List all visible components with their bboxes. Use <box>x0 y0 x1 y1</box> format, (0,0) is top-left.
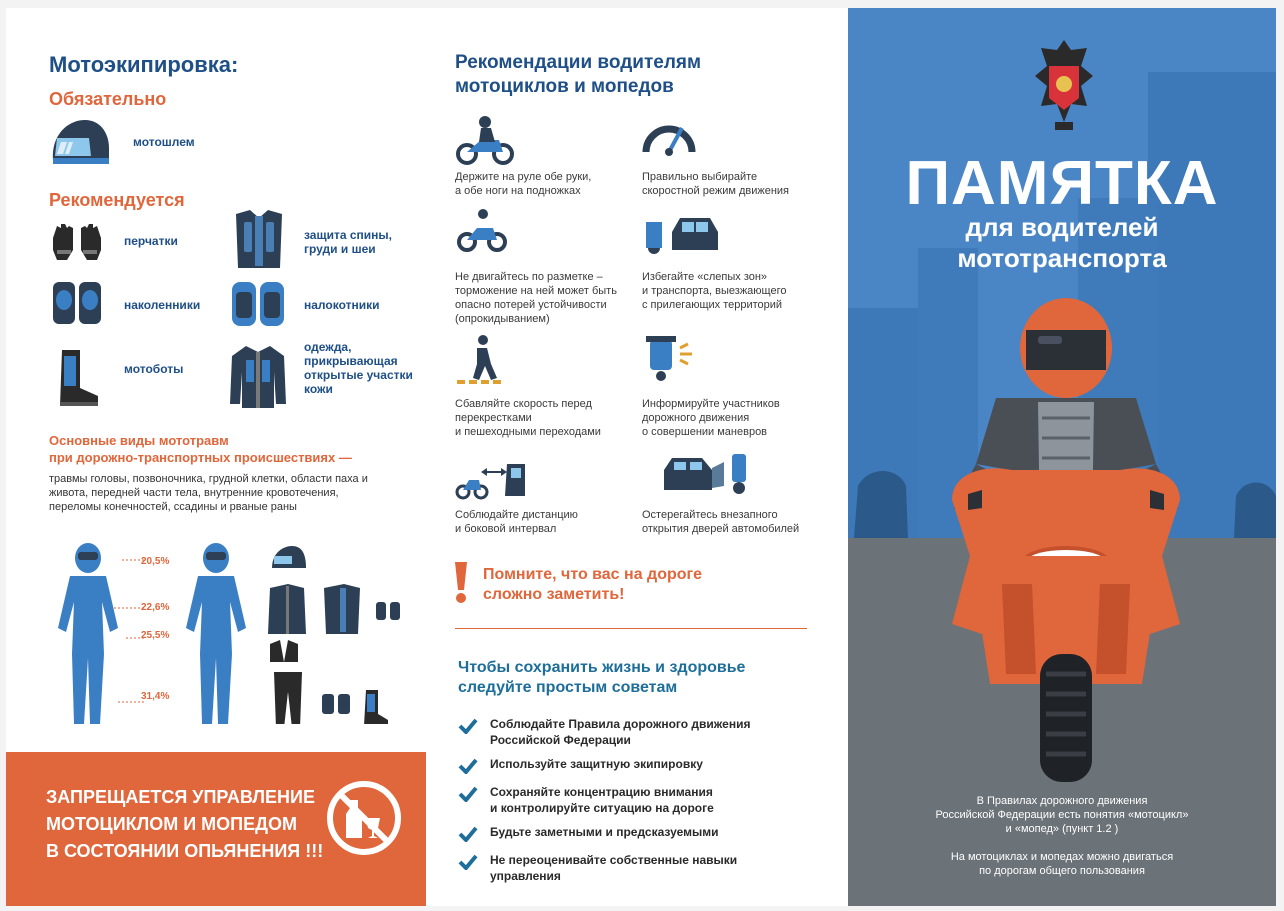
tip-8-text <box>642 508 799 536</box>
advice-1-line1: Соблюдайте Правила дорожного движения <box>490 717 751 731</box>
cover-note-line3: и «мопед» (пункт 1.2 ) <box>1005 823 1119 835</box>
injuries-heading-line1: Основные виды мототравм <box>49 433 229 448</box>
recommendations-title <box>455 51 701 99</box>
turn-signal-icon <box>642 332 696 382</box>
cover-subtitle-line2: мототранспорта <box>957 243 1167 273</box>
advice-5-line1: Не переоценивайте собственные навыки <box>490 853 738 867</box>
tip-6-line1: Информируйте участников <box>642 398 780 410</box>
checkmark-icon <box>458 718 478 734</box>
cover-note-1 <box>848 794 1276 836</box>
warning-line2: сложно заметить! <box>483 586 625 603</box>
tip-4-line2: и транспорта, выезжающего <box>642 285 787 297</box>
tip-7-line1: Соблюдайте дистанцию <box>455 509 578 521</box>
cover-note-2 <box>848 850 1276 878</box>
advice-3-line2: и контролируйте ситуацию на дороге <box>490 801 714 815</box>
gear-collection-illustration <box>264 544 414 724</box>
advice-4-line1: Будьте заметными и предсказуемыми <box>490 825 719 839</box>
cover-note-line2: Российской Федерации есть понятия «мотоцикл» <box>935 809 1189 821</box>
tip-1-text <box>455 170 591 198</box>
tip-6-text <box>642 397 780 439</box>
advice-item <box>458 756 818 774</box>
cover-note-line1: В Правилах дорожного движения <box>976 795 1148 807</box>
pedestrian-crossing-icon <box>455 334 507 386</box>
injuries-text: травмы головы, позвоночника, грудной клетки, области паха и живота, передней части тела, внутренние кровотечения, переломы конечностей, ссадины и рваные раны <box>49 473 368 513</box>
advice-title <box>458 658 745 698</box>
tip-2-line2: скоростной режим движения <box>642 185 790 197</box>
tip-4-line1: Избегайте «слепых зон» <box>642 271 768 283</box>
tip-6-line3: о совершении маневров <box>642 426 768 438</box>
tip-3-text <box>455 270 617 326</box>
advice-item <box>458 716 818 748</box>
tip-4-line3: с прилегающих территорий <box>642 299 783 311</box>
tip-1-line1: Держите на руле обе руки, <box>455 171 592 183</box>
gloves-label: перчатки <box>124 234 178 248</box>
advice-item-text <box>490 716 750 748</box>
tip-5-line2: перекрестками <box>455 412 532 424</box>
tip-2-line1: Правильно выбирайте <box>642 171 758 183</box>
advice-1-line2: Российской Федерации <box>490 733 631 747</box>
advice-item-text <box>490 852 737 884</box>
advice-title-line1: Чтобы сохранить жизнь и здоровье <box>458 659 746 676</box>
warning-line1: Помните, что вас на дороге <box>483 566 703 583</box>
ban-line3: В СОСТОЯНИИ ОПЬЯНЕНИЯ !!! <box>46 841 324 861</box>
recommendations-title-line1: Рекомендации водителям <box>455 52 702 73</box>
rider-hands-on-bars-icon <box>455 114 515 166</box>
tip-3-line4: (опрокидыванием) <box>455 313 550 325</box>
tip-6-line2: дорожного движения <box>642 412 750 424</box>
advice-list <box>458 716 818 884</box>
speedometer-icon <box>642 112 696 156</box>
ban-line1: ЗАПРЕЩАЕТСЯ УПРАВЛЕНИЕ <box>46 787 315 807</box>
section-divider <box>455 628 807 629</box>
warning-text <box>483 565 702 605</box>
jacket-icon <box>228 342 288 410</box>
advice-2-line1: Используйте защитную экипировку <box>490 757 703 771</box>
gloves-icon <box>49 220 105 264</box>
blind-spot-icon <box>642 212 722 258</box>
checkmark-icon <box>458 786 478 802</box>
injury-percent-legs: 31,4% <box>141 691 170 702</box>
tip-5-line3: и пешеходными переходами <box>455 426 601 438</box>
advice-item-text <box>490 784 714 816</box>
cover-subtitle <box>848 212 1276 274</box>
motorcycle-rider-illustration <box>942 294 1188 784</box>
drunk-driving-ban-banner <box>6 752 426 906</box>
cover-panel <box>848 8 1276 906</box>
advice-item-text <box>490 824 719 840</box>
advice-item <box>458 784 818 816</box>
emblem-icon <box>1031 36 1097 136</box>
cover-title: ПАМЯТКА <box>905 149 1219 218</box>
advice-5-line2: управления <box>490 869 561 883</box>
advice-3-line1: Сохраняйте концентрацию внимания <box>490 785 713 799</box>
helmet-label: мотошлем <box>133 135 195 149</box>
injury-percent-head: 20,5% <box>141 556 170 567</box>
advice-item <box>458 852 818 884</box>
no-alcohol-icon <box>324 778 404 858</box>
tip-1-line2: а обе ноги на подножках <box>455 185 581 197</box>
ban-text <box>46 784 323 865</box>
road-marking-rider-icon <box>455 208 507 254</box>
elbow-pads-label: налокотники <box>304 298 380 312</box>
tip-3-line1: Не двигайтесь по разметке – <box>455 271 603 283</box>
back-guard-icon <box>230 208 288 272</box>
keep-distance-icon <box>455 458 527 500</box>
checkmark-icon <box>458 758 478 774</box>
tip-8-line2: открытия дверей автомобилей <box>642 523 800 535</box>
cover-note-line4: На мотоциклах и мопедах можно двигаться <box>950 851 1174 863</box>
tip-7-line2: и боковой интервал <box>455 523 557 535</box>
back-guard-label: защита спины, груди и шеи <box>304 228 392 256</box>
clothing-label: одежда, прикрывающая открытые участки кожи <box>304 340 413 396</box>
tip-5-line1: Сбавляйте скорость перед <box>455 398 592 410</box>
checkmark-icon <box>458 826 478 842</box>
tip-8-line1: Остерегайтесь внезапного <box>642 509 778 521</box>
advice-title-line2: следуйте простым советам <box>458 679 678 696</box>
injuries-heading <box>49 432 352 466</box>
car-door-opening-icon <box>660 448 752 498</box>
injuries-heading-line2: при дорожно-транспортных происшествиях — <box>49 450 352 465</box>
knee-pads-icon <box>49 278 105 330</box>
exclamation-icon <box>452 560 470 604</box>
knee-pads-label: наколенники <box>124 298 201 312</box>
recommendations-title-line2: мотоциклов и мопедов <box>455 76 674 97</box>
tip-3-line3: опасно потерей устойчивости <box>455 299 607 311</box>
helmet-icon <box>49 116 111 168</box>
advice-item <box>458 824 818 842</box>
tip-3-line2: торможение на ней может быть <box>455 285 617 297</box>
checkmark-icon <box>458 854 478 870</box>
tip-4-text <box>642 270 786 312</box>
injury-percent-chest: 22,6% <box>141 602 170 613</box>
brochure-sheet <box>6 8 1276 906</box>
gear-title: Мотоэкипировка: <box>49 52 239 77</box>
tip-7-text <box>455 508 578 536</box>
tip-2-text <box>642 170 789 198</box>
boots-icon <box>54 348 102 410</box>
cover-subtitle-line1: для водителей <box>965 212 1159 242</box>
cover-note-line5: по дорогам общего пользования <box>979 865 1145 877</box>
required-heading: Обязательно <box>49 89 167 109</box>
injury-percent-arms: 25,5% <box>141 630 170 641</box>
ban-line2: МОТОЦИКЛОМ И МОПЕДОМ <box>46 814 297 834</box>
tip-5-text <box>455 397 601 439</box>
elbow-pads-icon <box>230 278 286 332</box>
advice-item-text <box>490 756 703 772</box>
boots-label: мотоботы <box>124 362 184 376</box>
recommended-heading: Рекомендуется <box>49 190 185 210</box>
